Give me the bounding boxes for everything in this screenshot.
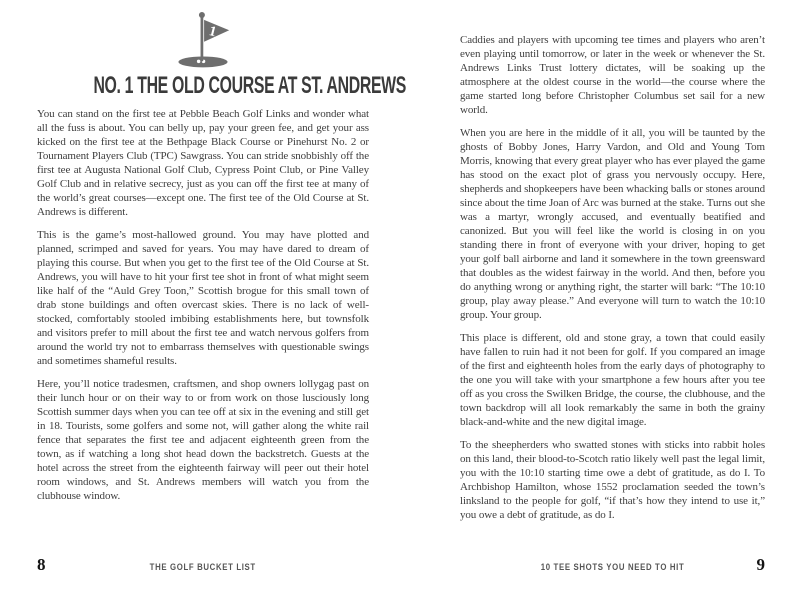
page-number-left: 8 [37,555,46,574]
left-page-footer [37,555,369,576]
running-title-right: 10 TEE SHOTS YOU NEED TO HIT [540,561,685,573]
golf-flag-icon [37,0,369,67]
page-number-right: 9 [756,555,765,574]
left-page-content [37,0,407,512]
right-page-footer [460,555,765,576]
right-page-content [460,33,765,531]
paragraph: This is the game’s most-hallowed ground. You may have plotted and planned, scrimped and saved for years. You may have dared to dream of playing this course. But when you get to the first tee of the Old Course at St. Andrews, you will have to hit your first tee shot in front of what might seem like half of the “Auld Grey Toon,” Scottish brogue for this small town of drab stone buildings and often overcast skies. There is no lack of well-stocked, comfortably stooled imbibing establishments here, but townsfolk and visitors prefer to mill about the first tee and watch nervous golfers from around the world try not to embarrass themselves with questionable swings and sometimes shameful results. [37,229,369,367]
paragraph: Here, you’ll notice tradesmen, craftsmen, and shop owners lollygag past on their lunch hour or on their way to or from work on those lusciously long Scottish summer days when you can tee off at six in the evening and still get in 18. Tourists, some golfers and some not, will gather along the white rail fence that separates the first tee and adjacent eighteenth green from the town, as if watching a long shot head down the backstretch. Guests at the hotel across the street from the eighteenth fairway will peer out their hotel room windows, and St. Andrews members will watch you from the clubhouse window. [37,378,369,502]
flag-number-label: 1 [207,23,219,41]
running-title-left: THE GOLF BUCKET LIST [149,561,257,573]
paragraph: When you are here in the middle of it all, you will be taunted by the ghosts of Bobby Jones, Harry Vardon, and Old and Young Tom Morris, knowing that every great player who has ever played the game has stood on the exact plot of grass you nervously occupy. Here, shepherds and shopkeepers have been whacking balls or stones around since about the time Joan of Arc was burned at the stake. Turns out she was a martyr, wrongly accused, and eventually beatified and canonized. But you will feel like the world is closing in on you standing there in front of everyone with your driver, hoping to get your golf ball airborne and land it somewhere in the town greensward that doubles as the widest fairway in the world. And then, before you do anything wrong or anything right, the starter will bark: “The 10:10 group, play away please.” And everyone will turn to watch the 10:10 group. Your group. [460,127,765,321]
page-right [400,0,800,600]
right-page-body [460,33,765,522]
paragraph: To the sheepherders who swatted stones with sticks into rabbit holes on this land, their blood-to-Scotch ratio likely well past the legal limit, you with the 10:10 starting time owe a debt of gratitude, as do I. To Archbishop Hamilton, whose 1552 proclamation seeded the town’s linksland to the people for golf, “if that’s how they intend to use it,” you owe a debt of gratitude, as do I. [460,439,765,521]
paragraph: You can stand on the first tee at Pebble Beach Golf Links and wonder what all the fuss is about. You can belly up, pay your green fee, and get your ass kicked on the first tee at the Bethpage Black Course or Pinehurst No. 2 or Tournament Players Club (TPC) Sawgrass. You can stride snobbishly off the first tee at Augusta National Golf Club, Cypress Point Club, or Pine Valley Golf Club and in relative secrecy, just as you can off the first tee at many of the world’s great courses—except one. The first tee of the Old Course at St. Andrews is different. [37,108,369,218]
paragraph: This place is different, old and stone gray, a town that could easily have fallen to ruin had it not been for golf. If you compared an image of the first and eighteenth holes from the early days of photography to the one you will take with your smartphone a few hours after you tee off as you cross the Swilken Bridge, the course, the clubhouse, and the town backdrop will all look remarkably the same in both the grainy black-and-white and the new digital image. [460,332,765,428]
chapter-title: NO. 1 THE OLD COURSE AT ST. ANDREWS [93,72,407,99]
paragraph: Caddies and players with upcoming tee times and players who aren’t even playing until tomorrow, or later in the week or whenever the St. Andrews Links Trust lottery dictates, will be soaking up the atmosphere at the oldest course in the world—the course where the game started long before Christopher Columbus set sail for a new world. [460,34,765,116]
left-page-body [37,107,369,503]
